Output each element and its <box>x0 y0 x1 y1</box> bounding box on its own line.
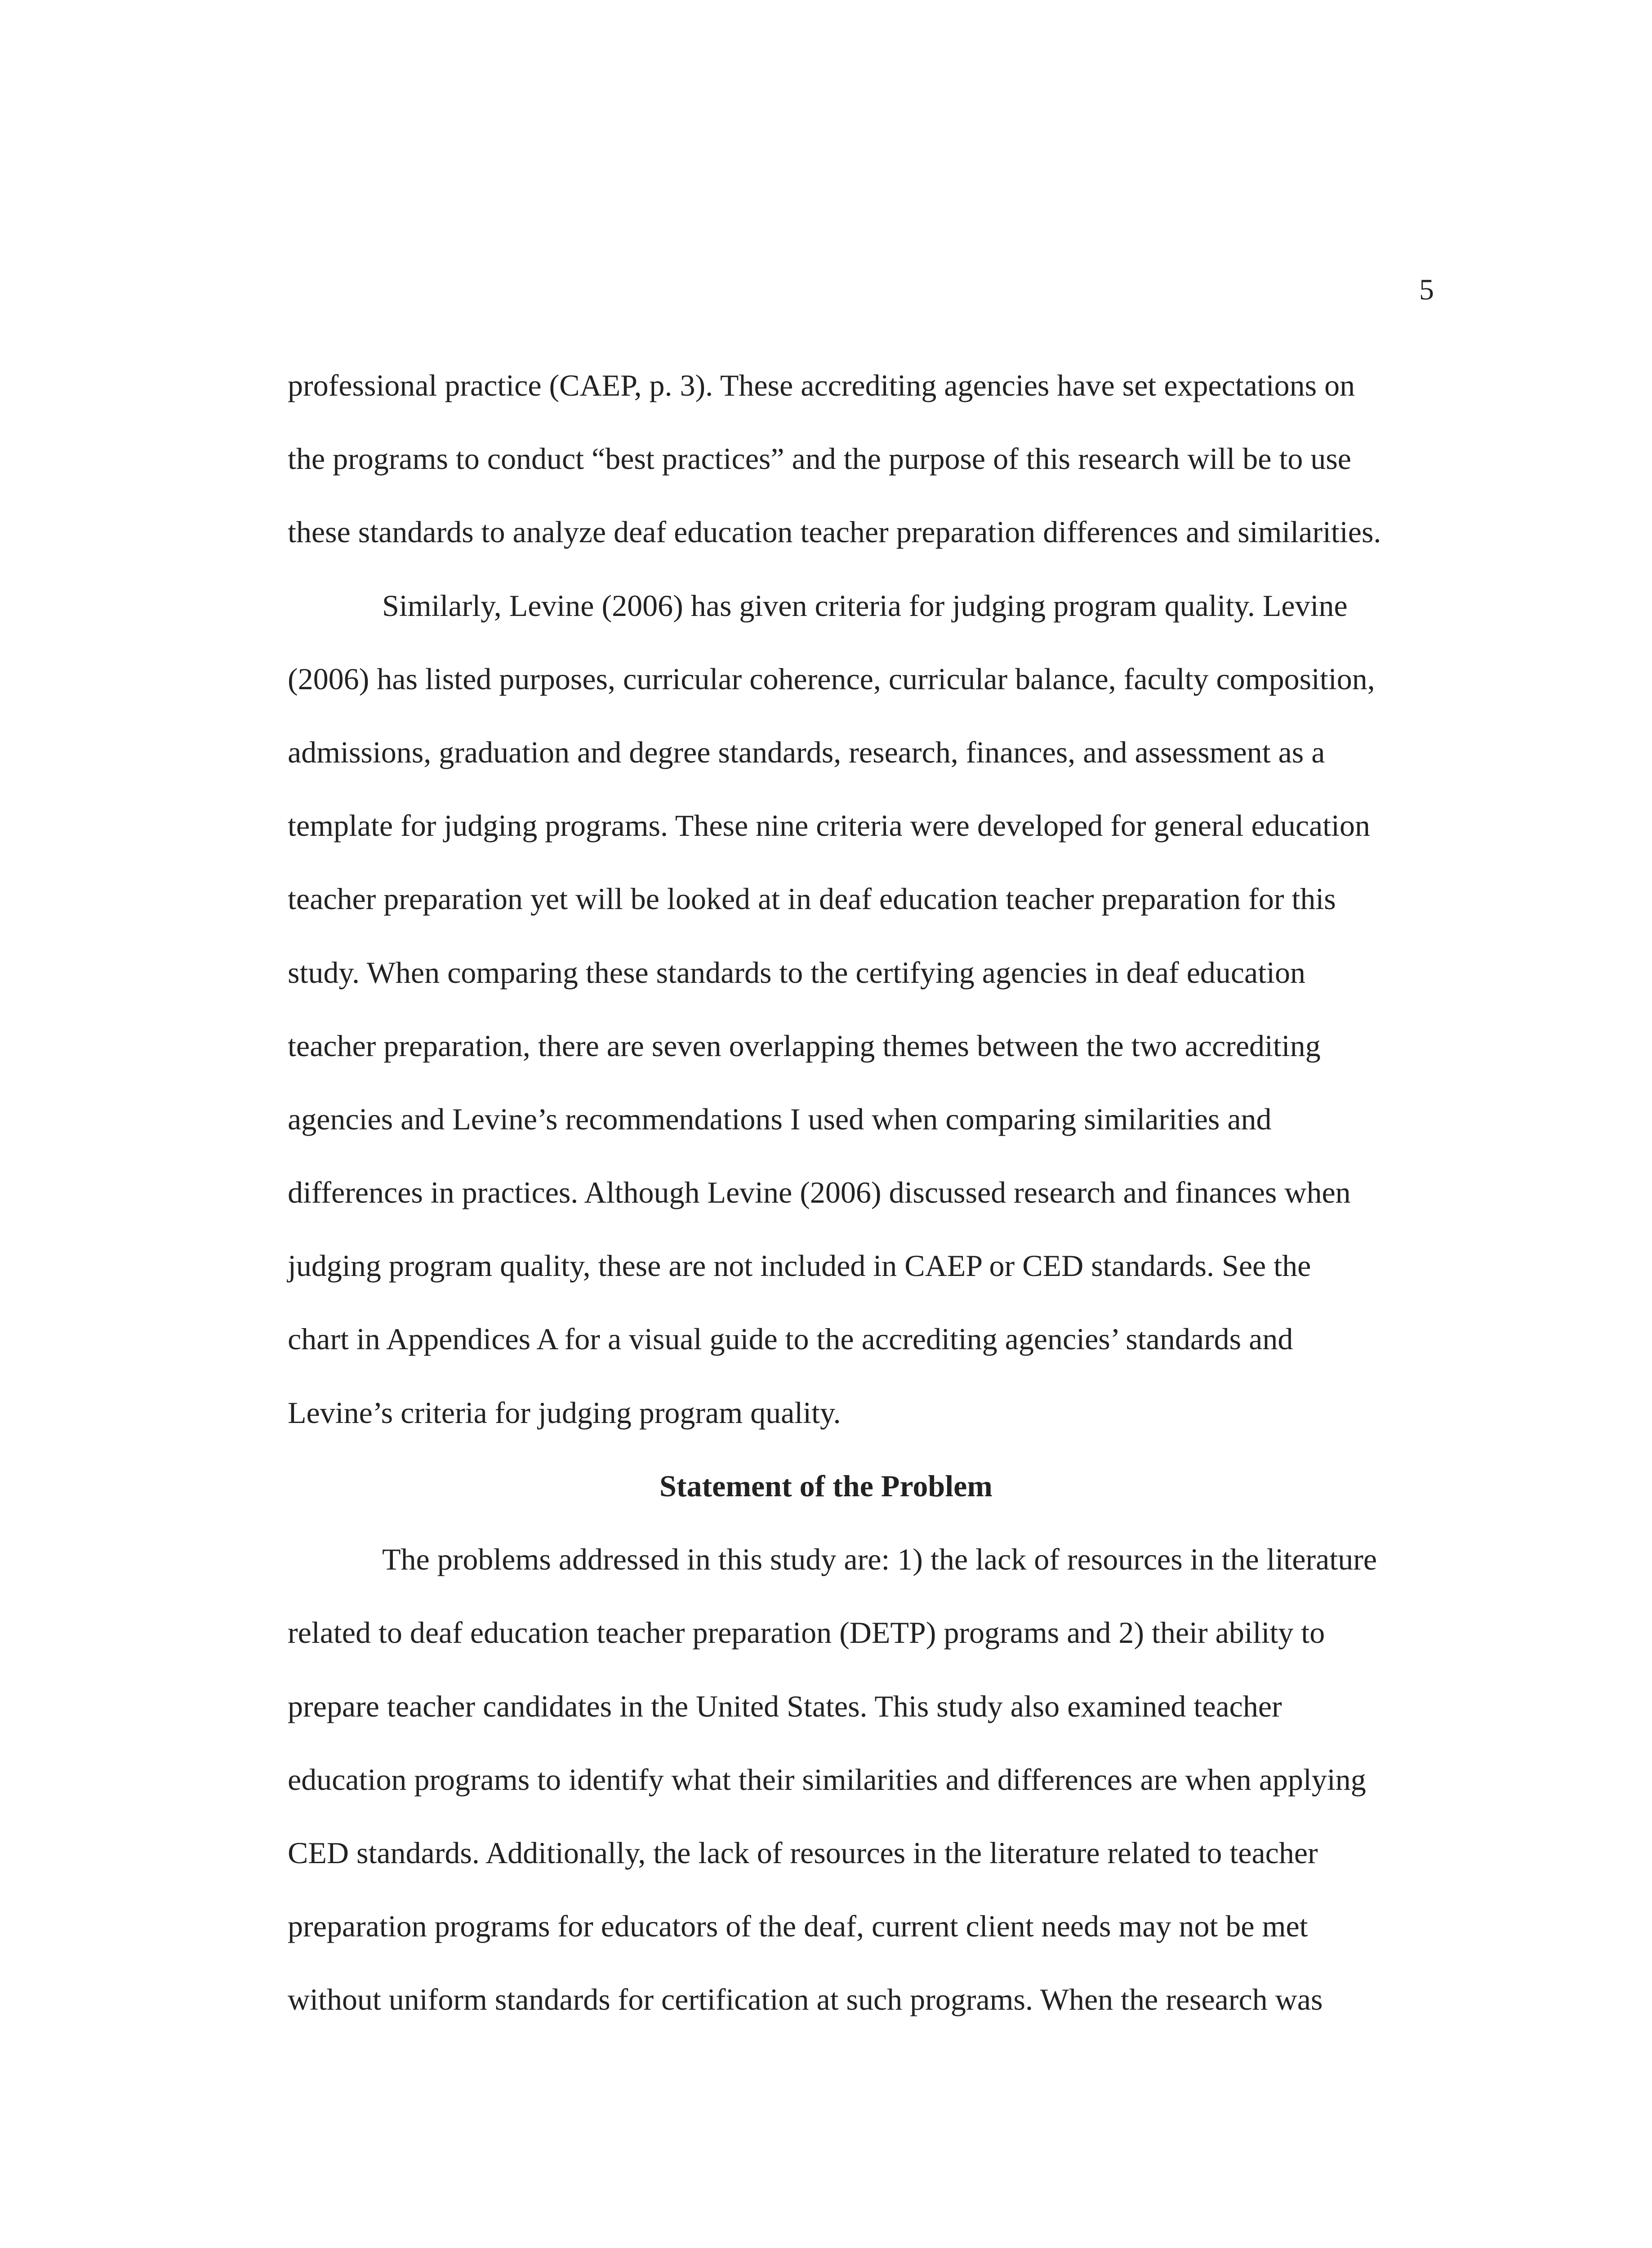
text-line: the programs to conduct “best practices” and the purpose of this research will be to use <box>288 442 1351 476</box>
text-line: without uniform standards for certification at such programs. When the research was <box>288 1982 1323 2016</box>
text-line: admissions, graduation and degree standards, research, finances, and assessment as a <box>288 735 1325 769</box>
text-line: judging program quality, these are not included in CAEP or CED standards. See the <box>288 1249 1311 1283</box>
text-line: prepare teacher candidates in the United States. This study also examined teacher <box>288 1689 1282 1723</box>
text-line: template for judging programs. These nine criteria were developed for general education <box>288 808 1370 843</box>
paragraph-first-line: The problems addressed in this study are: 1) the lack of resources in the literature <box>382 1542 1377 1576</box>
text-line: differences in practices. Although Levine (2006) discussed research and finances when <box>288 1175 1351 1209</box>
paragraph-first-line: Similarly, Levine (2006) has given criteria for judging program quality. Levine <box>382 589 1348 623</box>
text-line: these standards to analyze deaf education teacher preparation differences and similarities. <box>288 515 1381 549</box>
text-line: teacher preparation, there are seven overlapping themes between the two accrediting <box>288 1029 1321 1063</box>
text-line: teacher preparation yet will be looked at in deaf education teacher preparation for this <box>288 882 1336 916</box>
text-line: preparation programs for educators of the deaf, current client needs may not be met <box>288 1909 1308 1943</box>
page-number: 5 <box>1419 273 1434 306</box>
text-line: professional practice (CAEP, p. 3). These accrediting agencies have set expectations on <box>288 368 1355 402</box>
text-line: (2006) has listed purposes, curricular coherence, curricular balance, faculty composition, <box>288 662 1375 696</box>
text-line: study. When comparing these standards to the certifying agencies in deaf education <box>288 955 1306 990</box>
text-line: CED standards. Additionally, the lack of resources in the literature related to teacher <box>288 1836 1318 1870</box>
section-heading: Statement of the Problem <box>659 1469 993 1503</box>
text-line: related to deaf education teacher preparation (DETP) programs and 2) their ability to <box>288 1615 1325 1650</box>
text-line: education programs to identify what their similarities and differences are when applying <box>288 1762 1366 1797</box>
text-line: agencies and Levine’s recommendations I used when comparing similarities and <box>288 1102 1272 1136</box>
text-line: Levine’s criteria for judging program quality. <box>288 1396 841 1430</box>
text-line: chart in Appendices A for a visual guide to the accrediting agencies’ standards and <box>288 1322 1293 1356</box>
